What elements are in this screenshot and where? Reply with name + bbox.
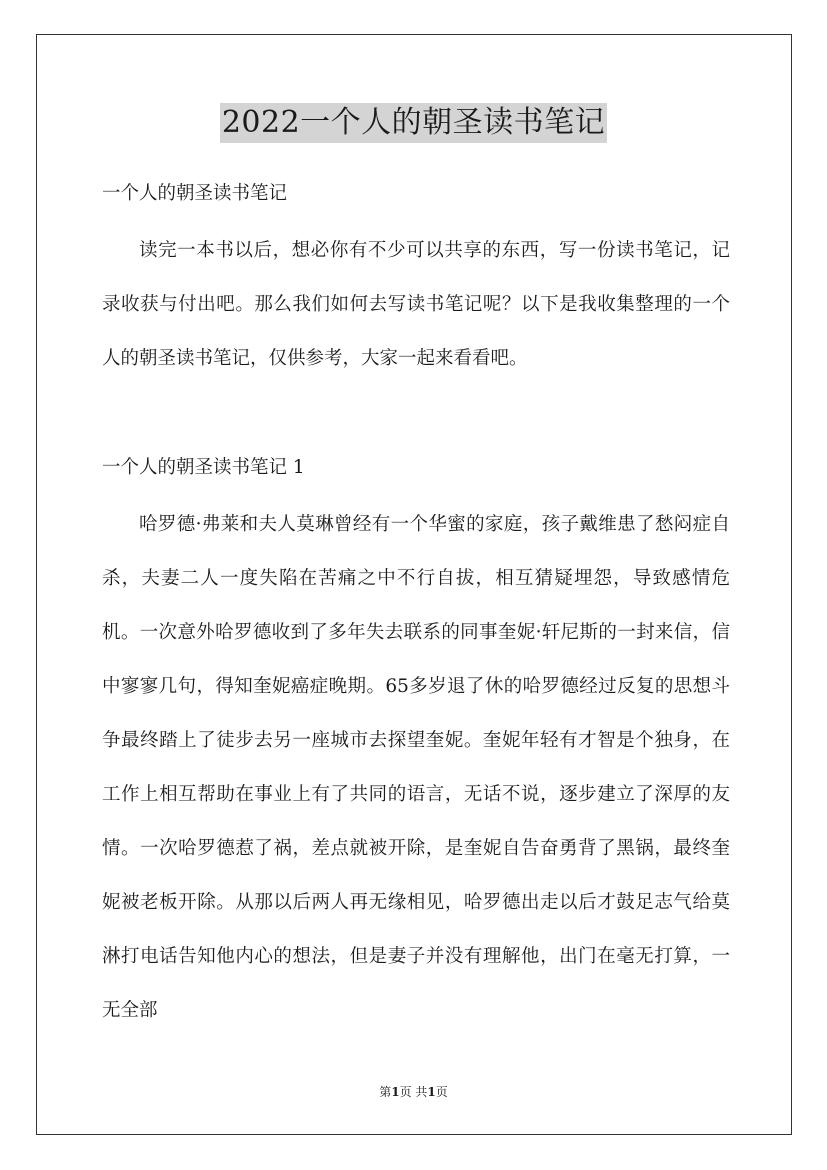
document-title: 2022一个人的朝圣读书笔记 [220,103,607,143]
section1-heading: 一个人的朝圣读书笔记 1 [102,457,305,478]
page-footer [0,1083,827,1101]
footer-page-current: 1 [391,1085,400,1099]
spacer [102,486,730,498]
footer-page-total: 1 [427,1085,436,1099]
spacer [102,212,730,224]
title-container [0,103,827,143]
footer-label: 页 [435,1085,448,1099]
spacer [102,386,730,450]
footer-label: 页 共 [399,1085,428,1099]
document-body [102,176,730,1038]
intro-heading: 一个人的朝圣读书笔记 [102,183,288,204]
intro-paragraph: 读完一本书以后，想必你有不少可以共享的东西，写一份读书笔记，记录收获与付出吧。那么我们如何去写读书笔记呢？以下是我收集整理的一个人的朝圣读书笔记，仅供参考，大家一起来看看吧。 [102,240,730,369]
section1-paragraph: 哈罗德·弗莱和夫人莫琳曾经有一个华蜜的家庭，孩子戴维患了愁闷症自杀，夫妻二人一度失陷在苦痛之中不行自拔，相互猜疑埋怨，导致感情危机。一次意外哈罗德收到了多年失去联系的同事奎妮·轩尼斯的一封来信，信中寥寥几句，得知奎妮癌症晚期。65多岁退了休的哈罗德经过反复的思想斗争最终踏上了徒步去另一座城市去探望奎妮。奎妮年轻有才智是个独身，在工作上相互帮助在事业上有了共同的语言，无话不说，逐步建立了深厚的友情。一次哈罗德惹了祸，差点就被开除，是奎妮自告奋勇背了黑锅，最终奎妮被老板开除。从那以后两人再无缘相见，哈罗德出走以后才鼓足志气给莫淋打电话告知他内心的想法，但是妻子并没有理解他，出门在毫无打算，一无全部 [102,514,730,1021]
footer-label: 第 [379,1085,392,1099]
